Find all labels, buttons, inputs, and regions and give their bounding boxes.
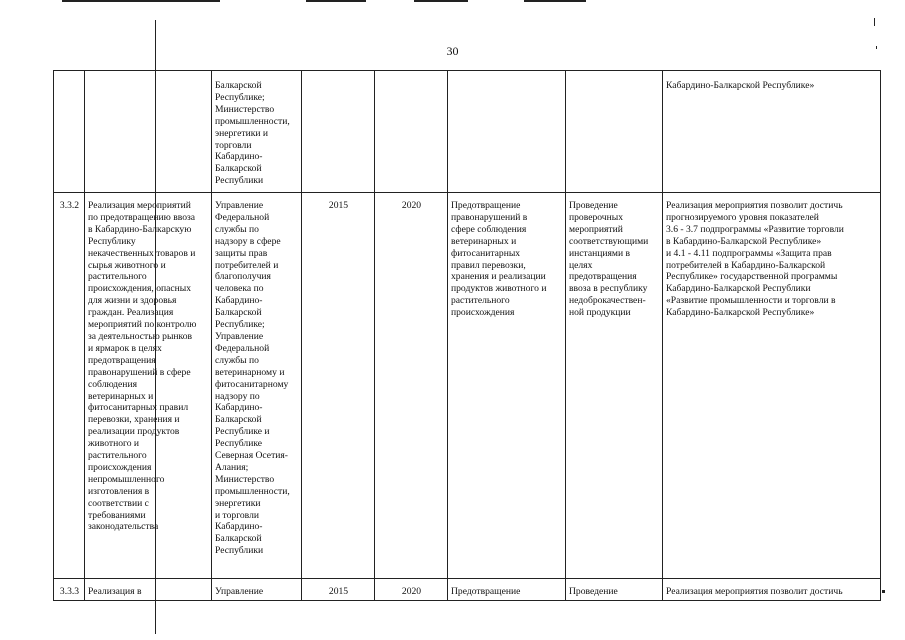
scan-line-top-4 [524, 0, 586, 2]
measure-content [566, 71, 663, 193]
page-number: 30 [446, 44, 459, 58]
measure-number: 3.3.2 [54, 193, 85, 579]
measure-end-year [375, 71, 448, 193]
measure-responsible: Управление Федеральной службы по надзору в сфере защиты прав потребителей и благополучия человека по Кабардино- Балкарской Республике; Управление Федеральной службы по ветеринарному и фитосанитарному надзору по Кабардино- Балкарской Республике и Республике Северная Осетия- Алания; Министерство промышленности, энергетики и торговли Кабардино- Балкарской Республики [212, 193, 302, 579]
table-row [54, 71, 881, 193]
scan-line-top-2 [306, 0, 366, 2]
measure-content: Проведение проверочных мероприятий соответствующими инстанциями в целях предотвращения ввоза в республику недоброкачествен- ной продукции [566, 193, 663, 579]
measure-relation: Реализация мероприятия позволит достичь прогнозируемого уровня показателей 3.6 - 3.7 подпрограммы «Развитие торговли в Кабардино-Балкарской Республике» и 4.1 - 4.11 подпрограммы «Защита прав потребителей в Кабардино-Балкарской Республике» государственной программы Кабардино-Балкарской Республики «Развитие промышленности и торговли в Кабардино-Балкарской Республике» [663, 193, 881, 579]
measure-number: 3.3.3 [54, 579, 85, 601]
measure-responsible: Балкарской Республике; Министерство промышленности, энергетики и торговли Кабардино- Балкарской Республики [212, 71, 302, 193]
measure-end-year: 2020 [375, 193, 448, 579]
measure-expected-result [448, 71, 566, 193]
measure-activity [85, 71, 212, 193]
scan-line-top-3 [414, 0, 468, 2]
scan-dot-right-3 [882, 590, 885, 593]
table-row [54, 193, 881, 579]
measure-expected-result: Предотвращение правонарушений в сфере соблюдения ветеринарных и фитосанитарных правил перевозки, хранения и реализации продуктов животного и растительного происхождения [448, 193, 566, 579]
scan-dot-right-1 [874, 18, 875, 26]
measures-table [53, 70, 881, 601]
measure-activity: Реализация мероприятий по предотвращению ввоза в Кабардино-Балкарскую Республику некачественных товаров и сырья животного и растительного происхождения, опасных для жизни и здоровья граждан. Реализация мероприятий по контролю за деятельностью рынков и ярмарок в целях предотвращения правонарушений в сфере соблюдения ветеринарных и фитосанитарных правил перевозки, хранения и реализации продуктов животного и растительного происхождения непромышленного изготовления в соответствии с требованиями законодательства [85, 193, 212, 579]
measure-expected-result: Предотвращение [448, 579, 566, 601]
scan-line-top-1 [62, 0, 220, 2]
measure-start-year: 2015 [302, 579, 375, 601]
measure-start-year: 2015 [302, 193, 375, 579]
measure-relation: Реализация мероприятия позволит достичь [663, 579, 881, 601]
table-row [54, 579, 881, 601]
measure-end-year: 2020 [375, 579, 448, 601]
measure-content: Проведение [566, 579, 663, 601]
measure-activity: Реализация в [85, 579, 212, 601]
measure-start-year [302, 71, 375, 193]
measure-number [54, 71, 85, 193]
measure-responsible: Управление [212, 579, 302, 601]
measure-relation: Кабардино-Балкарской Республике» [663, 71, 881, 193]
